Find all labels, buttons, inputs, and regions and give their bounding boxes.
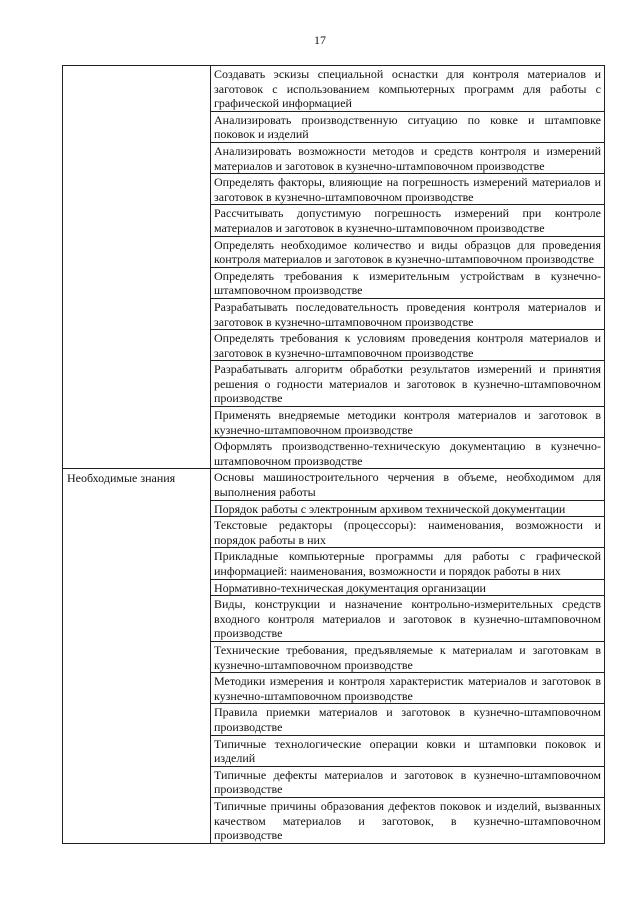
requirement-item: Создавать эскизы специальной оснастки для контроля материалов и заготовок с использованием компьютерных программ для работы с графической информацией: [211, 66, 605, 112]
requirement-item: Анализировать возможности методов и средств контроля и измерений материалов и заготовок в кузнечно-штамповочном производстве: [211, 142, 605, 173]
requirement-item: Методики измерения и контроля характеристик материалов и заготовок в кузнечно-штамповочном производстве: [211, 673, 605, 704]
requirement-item: Правила приемки материалов и заготовок в кузнечно-штамповочном производстве: [211, 704, 605, 735]
requirement-item: Рассчитывать допустимую погрешность измерений при контроле материалов и заготовок в кузнечно-штамповочном производстве: [211, 205, 605, 236]
requirement-item: Определять факторы, влияющие на погрешность измерений материалов и заготовок в кузнечно-штамповочном производстве: [211, 174, 605, 205]
table-row: [63, 66, 605, 112]
requirement-item: Порядок работы с электронным архивом технической документации: [211, 500, 605, 517]
table-row: [63, 469, 605, 500]
requirement-item: Анализировать производственную ситуацию по ковке и штамповке поковок и изделий: [211, 111, 605, 142]
requirements-table-body: [63, 66, 605, 844]
requirement-item: Разрабатывать последовательность проведения контроля материалов и заготовок в кузнечно-штамповочном производстве: [211, 298, 605, 329]
requirement-item: Определять требования к измерительным устройствам в кузнечно-штамповочном производстве: [211, 267, 605, 298]
requirement-item: Типичные дефекты материалов и заготовок в кузнечно-штамповочном производстве: [211, 766, 605, 797]
section-label: [63, 66, 211, 469]
requirement-item: Нормативно-техническая документация организации: [211, 579, 605, 596]
page-number: 17: [314, 33, 326, 47]
requirement-item: Текстовые редакторы (процессоры): наименования, возможности и порядок работы в них: [211, 517, 605, 548]
requirement-item: Типичные причины образования дефектов поковок и изделий, вызванных качеством материалов и заготовок, в кузнечно-штамповочном производстве: [211, 797, 605, 843]
section-label: Необходимые знания: [63, 469, 211, 843]
requirements-table: [62, 65, 605, 844]
requirement-item: Основы машиностроительного черчения в объеме, необходимом для выполнения работы: [211, 469, 605, 500]
requirement-item: Разрабатывать алгоритм обработки результатов измерений и принятия решения о годности материалов и заготовок в кузнечно-штамповочном производстве: [211, 361, 605, 407]
requirement-item: Технические требования, предъявляемые к материалам и заготовкам в кузнечно-штамповочном производстве: [211, 641, 605, 672]
requirement-item: Типичные технологические операции ковки и штамповки поковок и изделий: [211, 735, 605, 766]
requirement-item: Виды, конструкции и назначение контрольно-измерительных средств входного контроля материалов и заготовок в кузнечно-штамповочном производстве: [211, 596, 605, 642]
requirement-item: Прикладные компьютерные программы для работы с графической информацией: наименования, возможности и порядок работы в них: [211, 548, 605, 579]
requirement-item: Определять необходимое количество и виды образцов для проведения контроля материалов и заготовок в кузнечно-штамповочном производстве: [211, 236, 605, 267]
requirement-item: Применять внедряемые методики контроля материалов и заготовок в кузнечно-штамповочном производстве: [211, 407, 605, 438]
requirement-item: Оформлять производственно-техническую документацию в кузнечно-штамповочном производстве: [211, 438, 605, 469]
requirement-item: Определять требования к условиям проведения контроля материалов и заготовок в кузнечно-штамповочном производстве: [211, 330, 605, 361]
